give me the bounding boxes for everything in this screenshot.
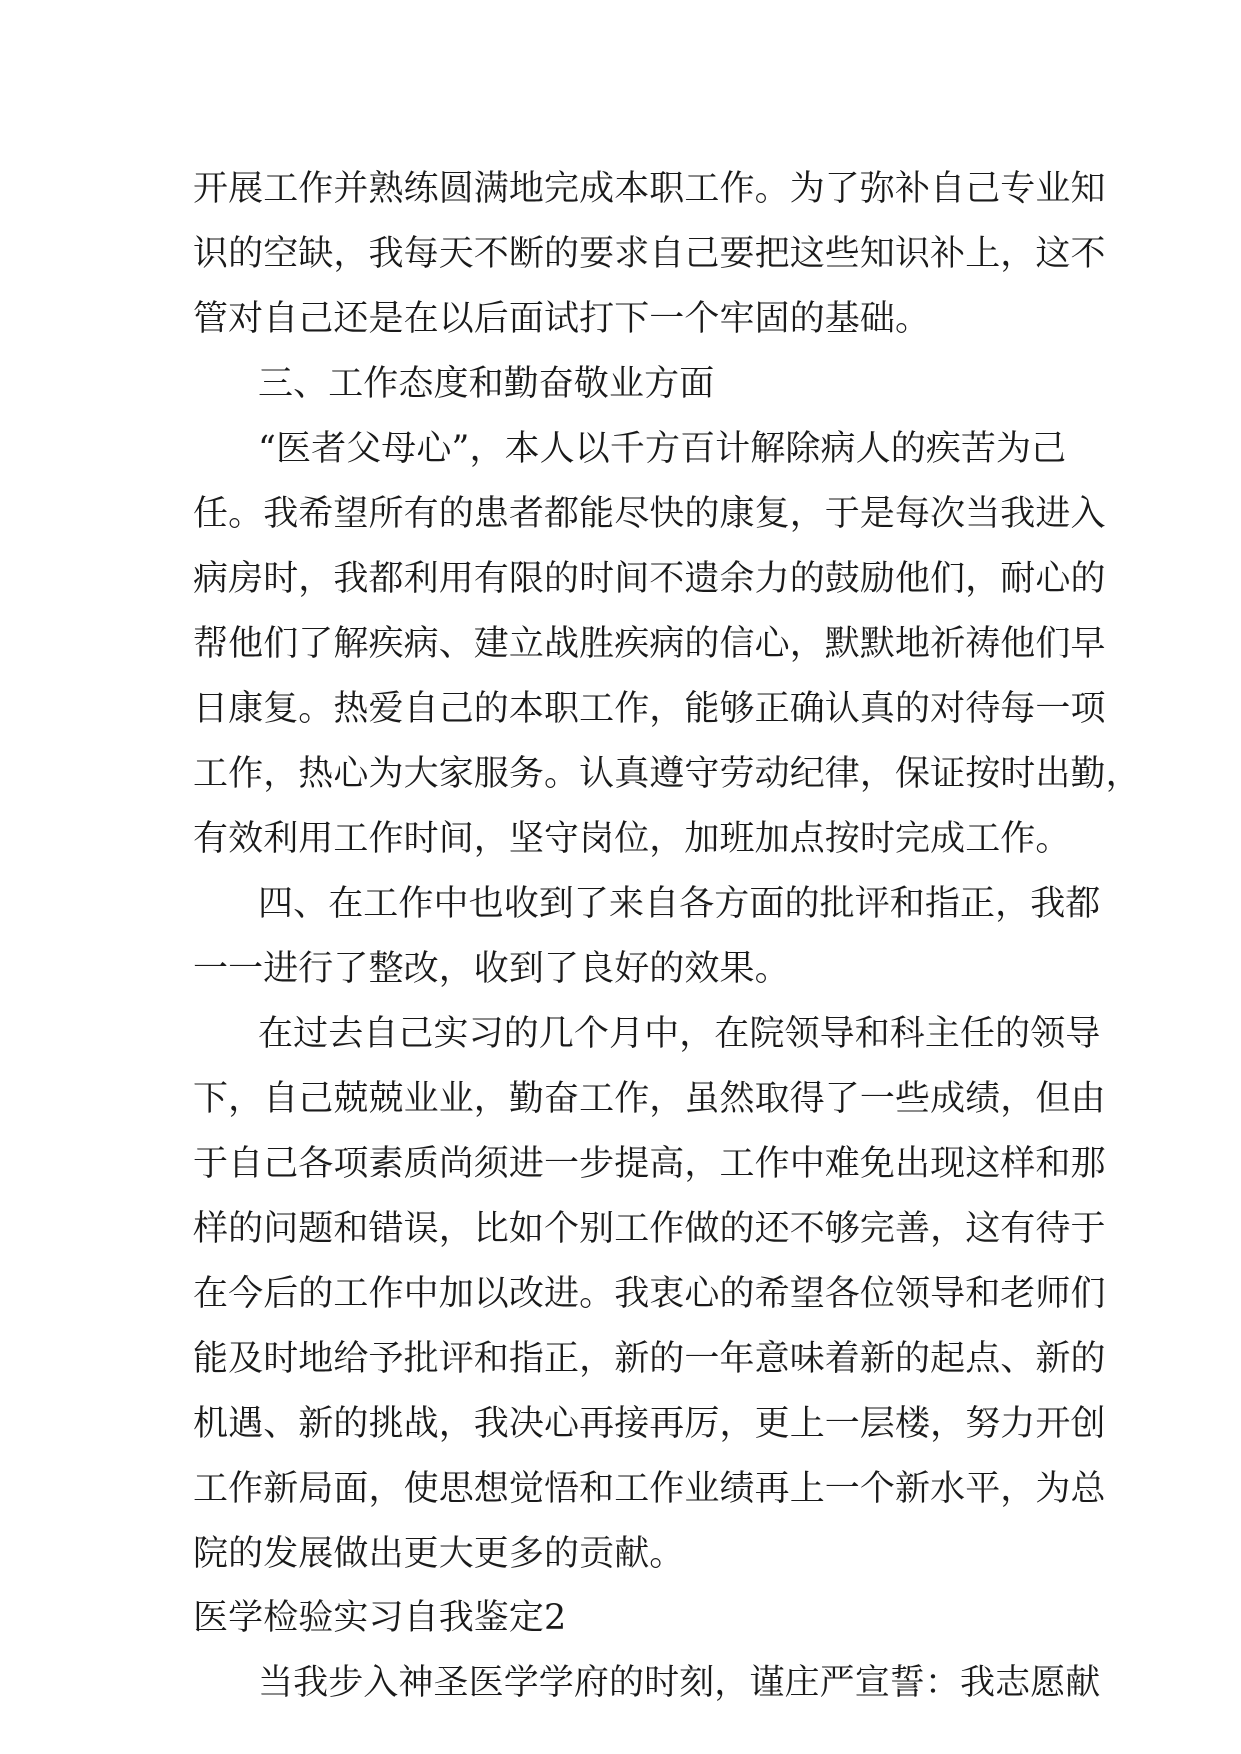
- text-line: 当我步入神圣医学学府的时刻，谨庄严宣誓：我志愿献: [258, 1663, 1101, 1703]
- text-line: 日康复。热爱自己的本职工作，能够正确认真的对待每一项: [193, 689, 1106, 729]
- text-line: 开展工作并熟练圆满地完成本职工作。为了弥补自己专业知: [193, 169, 1106, 209]
- section-heading: 四、在工作中也收到了来自各方面的批评和指正，我都: [258, 884, 1101, 924]
- text-line: 下，自己兢兢业业，勤奋工作，虽然取得了一些成绩，但由: [193, 1079, 1106, 1119]
- text-line: 一一进行了整改，收到了良好的效果。: [193, 949, 790, 989]
- text-line: 工作，热心为大家服务。认真遵守劳动纪律，保证按时出勤，: [193, 754, 1141, 794]
- text-line: 院的发展做出更大更多的贡献。: [193, 1534, 685, 1574]
- text-line: 工作新局面，使思想觉悟和工作业绩再上一个新水平，为总: [193, 1469, 1106, 1509]
- text-line: “医者父母心”，本人以千方百计解除病人的疾苦为己: [258, 429, 1067, 469]
- text-line: 帮他们了解疾病、建立战胜疾病的信心，默默地祈祷他们早: [193, 624, 1106, 664]
- text-line: 有效利用工作时间，坚守岗位，加班加点按时完成工作。: [193, 819, 1071, 859]
- text-line: 管对自己还是在以后面试打下一个牢固的基础。: [193, 299, 931, 339]
- text-line: 病房时，我都利用有限的时间不遗余力的鼓励他们，耐心的: [193, 559, 1106, 599]
- text-line: 在今后的工作中加以改进。我衷心的希望各位领导和老师们: [193, 1274, 1106, 1314]
- text-line: 任。我希望所有的患者都能尽快的康复，于是每次当我进入: [193, 494, 1106, 534]
- section-heading: 三、工作态度和勤奋敬业方面: [258, 364, 715, 404]
- text-line: 于自己各项素质尚须进一步提高，工作中难免出现这样和那: [193, 1144, 1106, 1184]
- text-line: 能及时地给予批评和指正，新的一年意味着新的起点、新的: [193, 1339, 1106, 1379]
- text-line: 在过去自己实习的几个月中，在院领导和科主任的领导: [258, 1014, 1101, 1054]
- text-line: 样的问题和错误，比如个别工作做的还不够完善，这有待于: [193, 1209, 1106, 1249]
- text-line: 机遇、新的挑战，我决心再接再厉，更上一层楼，努力开创: [193, 1404, 1106, 1444]
- text-line: 识的空缺，我每天不断的要求自己要把这些知识补上，这不: [193, 234, 1106, 274]
- document-title: 医学检验实习自我鉴定2: [193, 1598, 567, 1638]
